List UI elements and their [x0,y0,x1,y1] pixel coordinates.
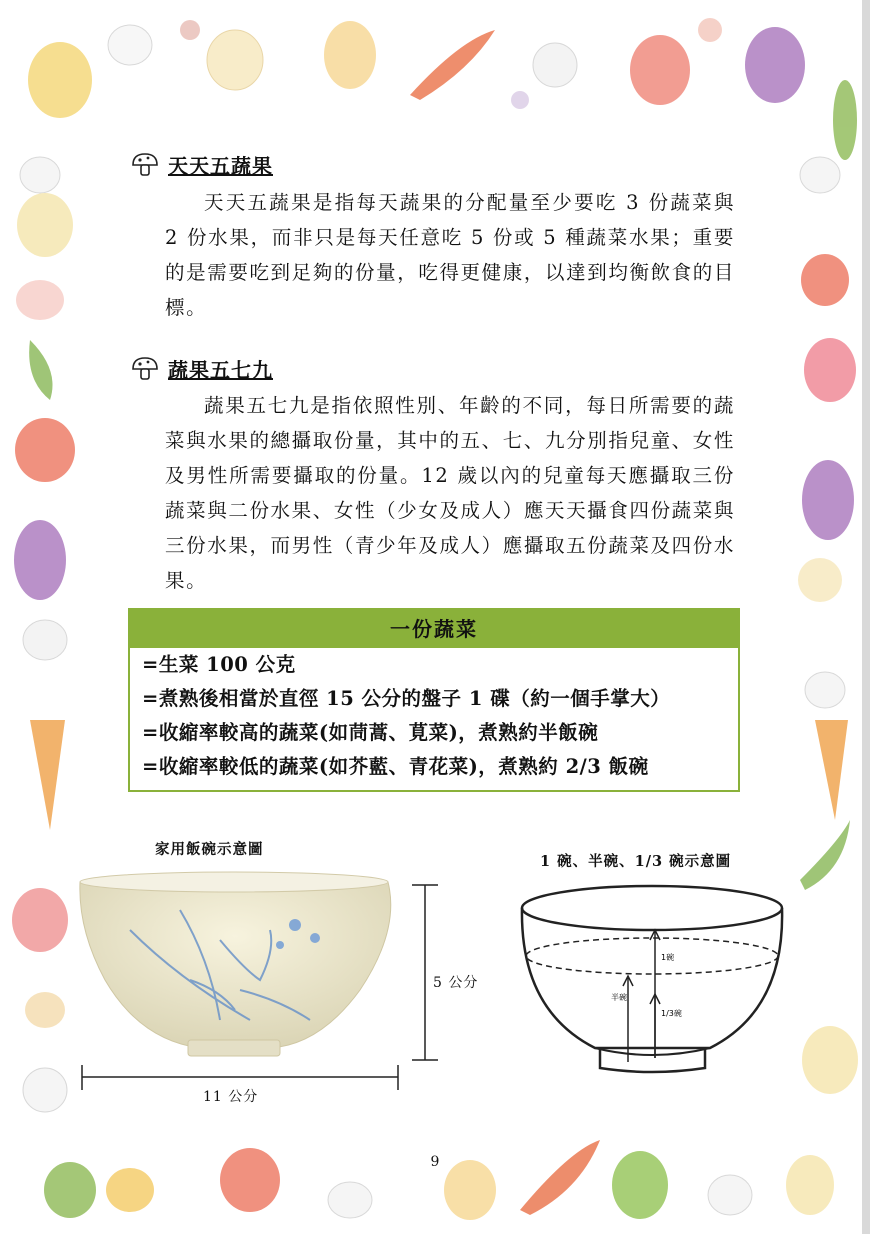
diagram-caption: 1 碗、半碗、1/3 碗示意圖 [540,853,732,870]
serving-box-header: 一份蔬菜 [130,610,738,648]
page-number: 9 [430,1154,440,1170]
top-border-vegetables [28,18,857,160]
bowl-diagram [515,880,790,1080]
third-bowl-label: 1/3碗 [661,1009,682,1018]
serving-line: =生菜 100 公克 [142,653,296,676]
bottom-border-vegetables [44,1140,834,1220]
rice-bowl-photo [70,870,490,1110]
half-bowl-label: 半碗 [611,993,627,1002]
serving-line: =煮熟後相當於直徑 15 公分的盤子 1 碟（約一個手掌大） [142,687,671,710]
page-edge-shadow [862,0,870,1234]
serving-line: =收縮率較低的蔬菜(如芥藍、青花菜)，煮熟約 2/3 飯碗 [142,755,649,778]
mushroom-icon [130,152,160,178]
section-title: 蔬果五七九 [168,358,273,382]
mushroom-icon [130,356,160,382]
section-body: 天天五蔬果是指每天蔬果的分配量至少要吃 3 份蔬菜與 2 份水果，而非只是每天任意吃 5 份或 5 種蔬菜水果；重要的是需要吃到足夠的份量，吃得更健康，以達到均衡飲食的目標。 [165,191,735,319]
photo-caption: 家用飯碗示意圖 [155,841,264,858]
serving-line: =收縮率較高的蔬菜(如茼蒿、莧菜)，煮熟約半飯碗 [142,721,599,744]
section-heading [130,150,273,179]
section-heading [130,354,273,383]
section-title: 天天五蔬果 [168,154,273,178]
section-body: 蔬果五七九是指依照性別、年齡的不同，每日所需要的蔬菜與水果的總攝取份量，其中的五、七、九分別指兒童、女性及男性所需要攝取的份量。12 歲以內的兒童每天應攝取三份蔬菜與二份水果、女性（少女及成人）應天天攝食四份蔬菜與三份水果，而男性（青少年及成人）應攝取五份蔬菜及四份水果。 [165,394,735,592]
height-label: 5 公分 [433,975,479,991]
left-border-vegetables [12,157,75,1112]
serving-size-box [128,608,740,792]
width-label: 11 公分 [203,1089,259,1105]
right-border-vegetables [798,157,858,1094]
full-bowl-label: 1碗 [661,953,675,962]
